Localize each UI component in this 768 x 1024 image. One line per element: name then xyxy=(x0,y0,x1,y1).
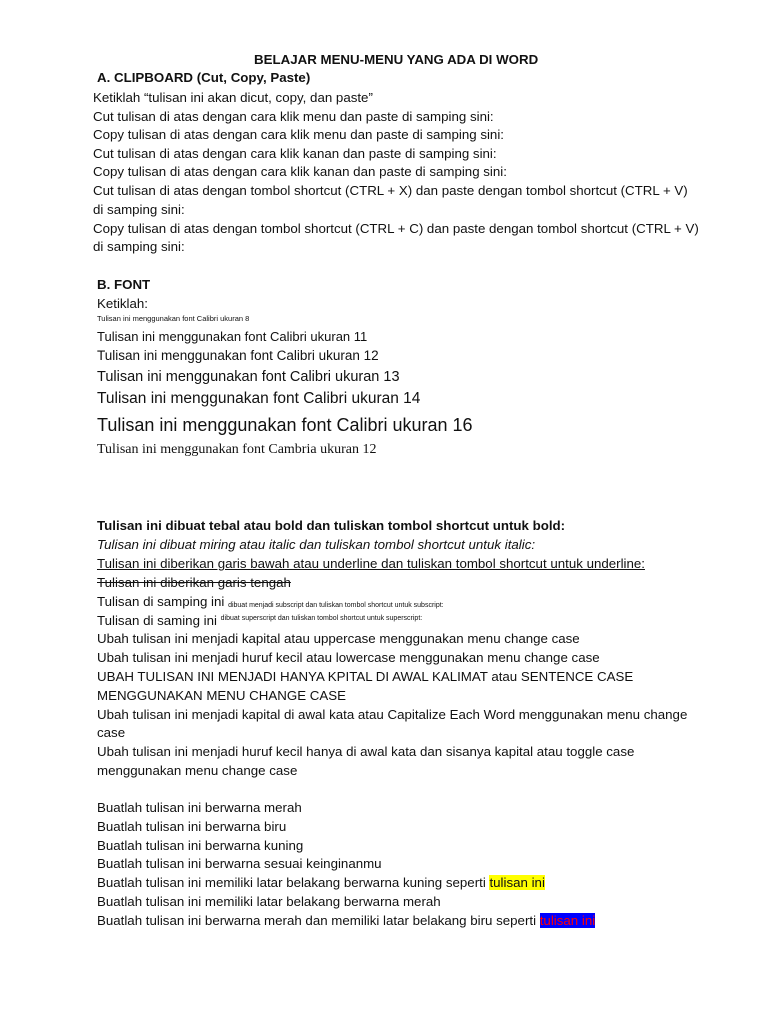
blue-background-line xyxy=(97,914,595,927)
clipboard-line: di samping sini: xyxy=(93,202,185,217)
document-title: BELAJAR MENU-MENU YANG ADA DI WORD xyxy=(254,52,539,67)
change-case-line: Ubah tulisan ini menjadi kapital di awal kata atau Capitalize Each Word menggunakan menu change xyxy=(97,707,688,722)
underline-line: Tulisan ini diberikan garis bawah atau underline dan tuliskan tombol shortcut untuk underline: xyxy=(97,556,645,571)
red-background-line: Buatlah tulisan ini memiliki latar belakang berwarna merah xyxy=(97,894,441,909)
subscript-line xyxy=(97,595,444,609)
font-sample-13: Tulisan ini menggunakan font Calibri ukuran 13 xyxy=(97,369,400,385)
blue-background-prefix: Buatlah tulisan ini berwarna merah dan memiliki latar belakang biru seperti xyxy=(97,913,540,928)
font-sample-12: Tulisan ini menggunakan font Calibri ukuran 12 xyxy=(97,348,379,363)
change-case-line: Ubah tulisan ini menjadi kapital atau uppercase menggunakan menu change case xyxy=(97,631,580,646)
clipboard-line: Cut tulisan di atas dengan tombol shortcut (CTRL + X) dan paste dengan tombol shortcut (CTRL + V) xyxy=(93,183,688,198)
font-sample-16: Tulisan ini menggunakan font Calibri ukuran 16 xyxy=(97,415,473,435)
superscript-small-text: dibuat superscript dan tuliskan tombol shortcut untuk superscript: xyxy=(220,615,423,622)
font-intro: Ketiklah: xyxy=(97,296,148,311)
bold-line: Tulisan ini dibuat tebal atau bold dan tuliskan tombol shortcut untuk bold: xyxy=(97,518,566,533)
change-case-line: MENGGUNAKAN MENU CHANGE CASE xyxy=(97,688,346,703)
font-sample-8: Tulisan ini menggunakan font Calibri ukuran 8 xyxy=(97,314,250,323)
superscript-main-text: Tulisan di saming ini xyxy=(97,613,221,628)
font-sample-14: Tulisan ini menggunakan font Calibri ukuran 14 xyxy=(97,390,421,407)
clipboard-line: Copy tulisan di atas dengan cara klik menu dan paste di samping sini: xyxy=(93,127,504,142)
clipboard-line: Cut tulisan di atas dengan cara klik menu dan paste di samping sini: xyxy=(93,109,494,124)
superscript-line xyxy=(97,614,422,627)
color-line: Buatlah tulisan ini berwarna merah xyxy=(97,800,302,815)
yellow-background-line xyxy=(97,876,545,889)
color-line: Buatlah tulisan ini berwarna biru xyxy=(97,819,287,834)
section-a-heading: A. CLIPBOARD (Cut, Copy, Paste) xyxy=(97,70,311,85)
font-sample-11: Tulisan ini menggunakan font Calibri ukuran 11 xyxy=(97,329,368,344)
clipboard-line: Copy tulisan di atas dengan cara klik kanan dan paste di samping sini: xyxy=(93,164,507,179)
yellow-background-prefix: Buatlah tulisan ini memiliki latar belakang berwarna kuning seperti xyxy=(97,875,490,890)
change-case-line: Ubah tulisan ini menjadi huruf kecil atau lowercase menggunakan menu change case xyxy=(97,650,600,665)
change-case-line: Ubah tulisan ini menjadi huruf kecil hanya di awal kata dan sisanya kapital atau toggle case xyxy=(97,744,635,759)
change-case-line: case xyxy=(97,725,126,740)
change-case-line: menggunakan menu change case xyxy=(97,763,298,778)
clipboard-line: Copy tulisan di atas dengan tombol shortcut (CTRL + C) dan paste dengan tombol shortcut (CTRL + V) xyxy=(93,221,699,236)
color-line: Buatlah tulisan ini berwarna sesuai keinginanmu xyxy=(97,856,382,871)
subscript-main-text: Tulisan di samping ini xyxy=(97,594,229,609)
subscript-small-text: dibuat menjadi subscript dan tuliskan tombol shortcut untuk subscript: xyxy=(228,602,444,609)
clipboard-line: di samping sini: xyxy=(93,239,185,254)
yellow-highlight-sample: tulisan ini xyxy=(489,875,545,890)
italic-line: Tulisan ini dibuat miring atau italic dan tuliskan tombol shortcut untuk italic: xyxy=(97,537,536,552)
color-line: Buatlah tulisan ini berwarna kuning xyxy=(97,838,304,853)
strikethrough-line: Tulisan ini diberikan garis tengah xyxy=(97,575,291,590)
clipboard-line: Cut tulisan di atas dengan cara klik kanan dan paste di samping sini: xyxy=(93,146,497,161)
font-sample-cambria-12: Tulisan ini menggunakan font Cambria ukuran 12 xyxy=(97,442,377,457)
section-b-heading: B. FONT xyxy=(97,277,151,292)
blue-highlight-sample: tulisan ini xyxy=(539,913,596,928)
change-case-line: UBAH TULISAN INI MENJADI HANYA KPITAL DI AWAL KALIMAT atau SENTENCE CASE xyxy=(97,669,634,684)
clipboard-line: Ketiklah “tulisan ini akan dicut, copy, dan paste” xyxy=(93,90,373,105)
